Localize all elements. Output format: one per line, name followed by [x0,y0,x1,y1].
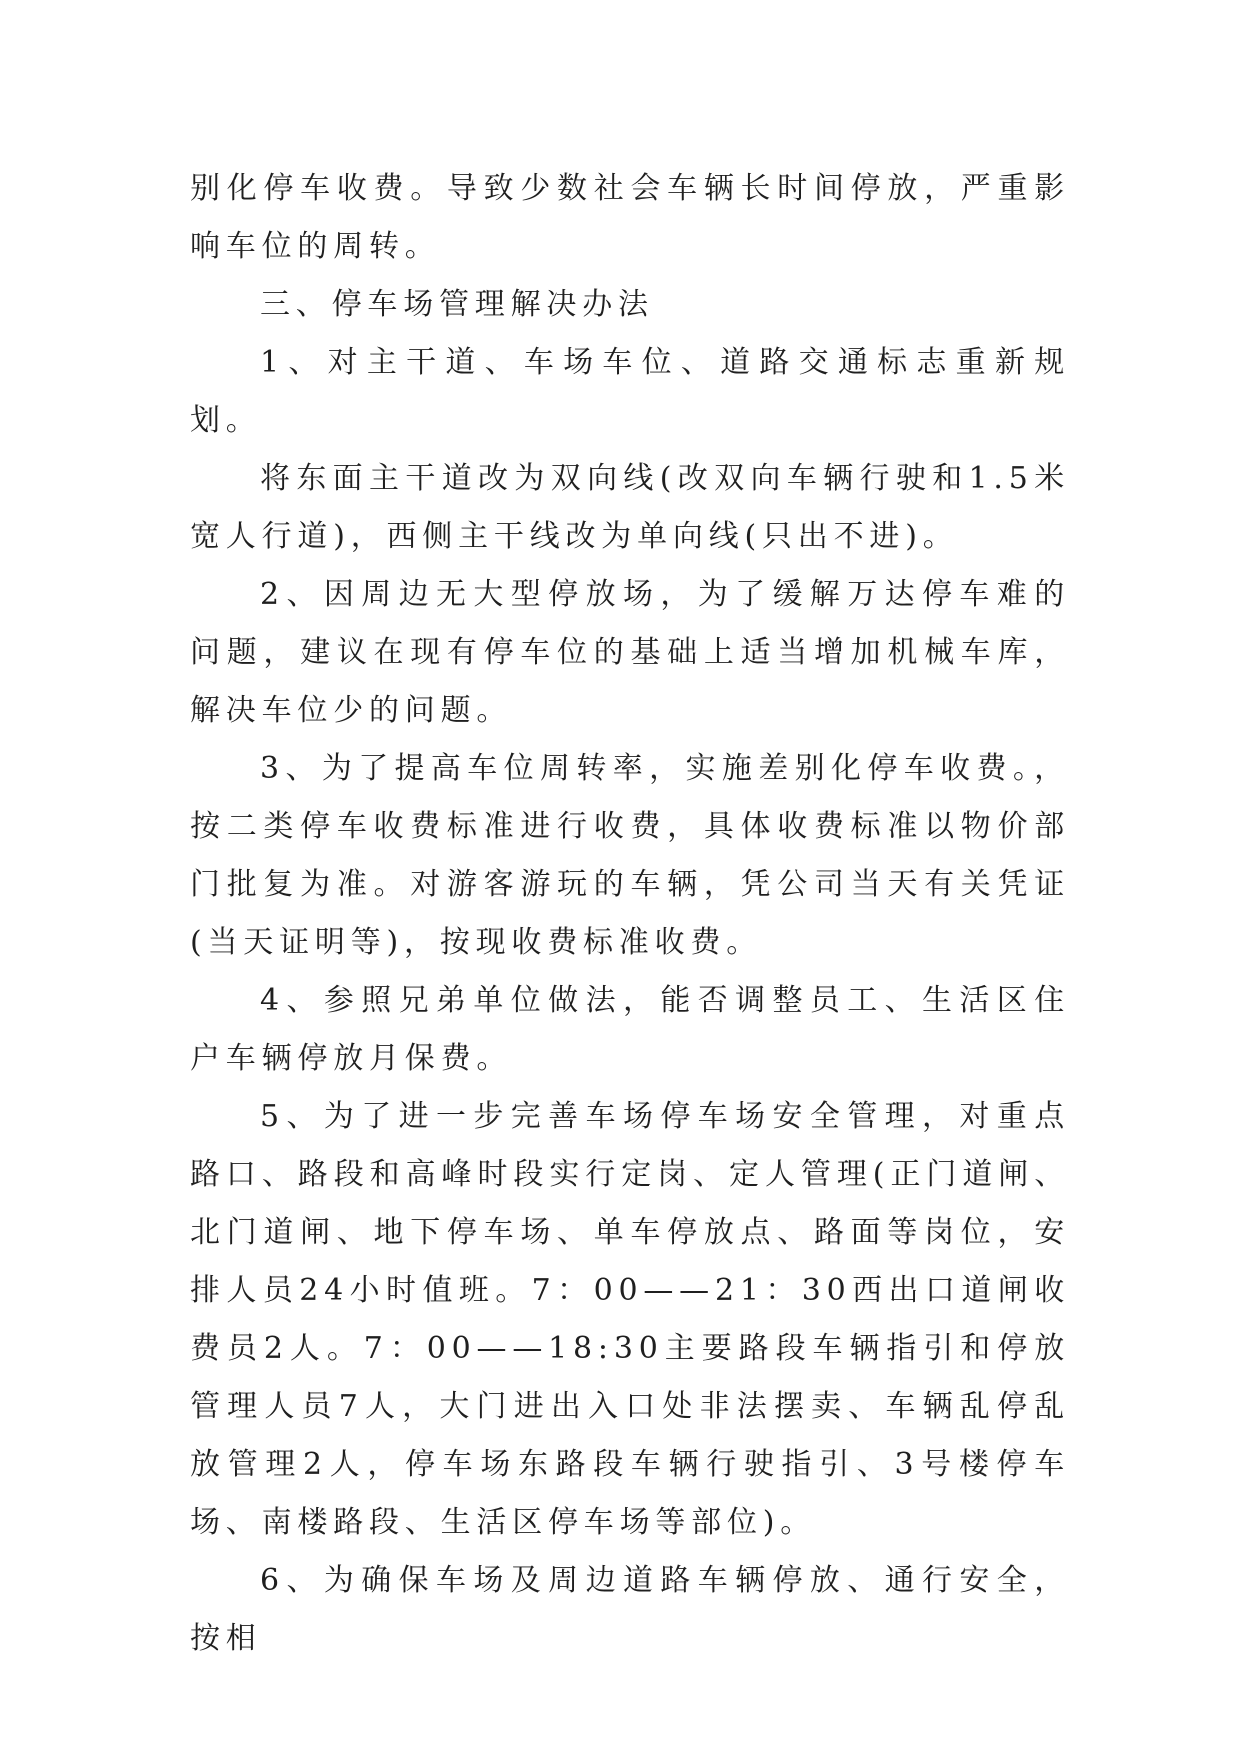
paragraph-continuation: 别化停车收费。导致少数社会车辆长时间停放，严重影响车位的周转。 [190,171,1070,264]
paragraph-item-3: 3、为了提高车位周转率，实施差别化停车收费。，按二类停车收费标准进行收费，具体收费标准以物价部门批复为准。对游客游玩的车辆，凭公司当天有关凭证(当天证明等)，按现收费标准收费。 [190,751,1070,960]
document-body [190,160,1070,1668]
paragraph-item-5: 5、为了进一步完善车场停车场安全管理，对重点路口、路段和高峰时段实行定岗、定人管理(正门道闸、北门道闸、地下停车场、单车停放点、路面等岗位，安排人员24小时值班。7：00——21：30西出口道闸收费员2人。7：00——18:30主要路段车辆指引和停放管理人员7人，大门进出入口处非法摆卖、车辆乱停乱放管理2人，停车场东路段车辆行驶指引、3号楼停车场、南楼路段、生活区停车场等部位)。 [190,1099,1070,1540]
paragraph-item-4: 4、参照兄弟单位做法，能否调整员工、生活区住户车辆停放月保费。 [190,983,1070,1076]
paragraph-item-1: 1、对主干道、车场车位、道路交通标志重新规划。 [190,345,1070,438]
paragraph-item-1-detail: 将东面主干道改为双向线(改双向车辆行驶和1.5米宽人行道)，西侧主干线改为单向线(只出不进)。 [190,461,1070,554]
paragraph-item-2: 2、因周边无大型停放场，为了缓解万达停车难的问题，建议在现有停车位的基础上适当增加机械车库，解决车位少的问题。 [190,577,1070,728]
paragraph-item-6: 6、为确保车场及周边道路车辆停放、通行安全，按相 [190,1563,1070,1656]
section-heading-solutions: 三、停车场管理解决办法 [260,287,654,322]
